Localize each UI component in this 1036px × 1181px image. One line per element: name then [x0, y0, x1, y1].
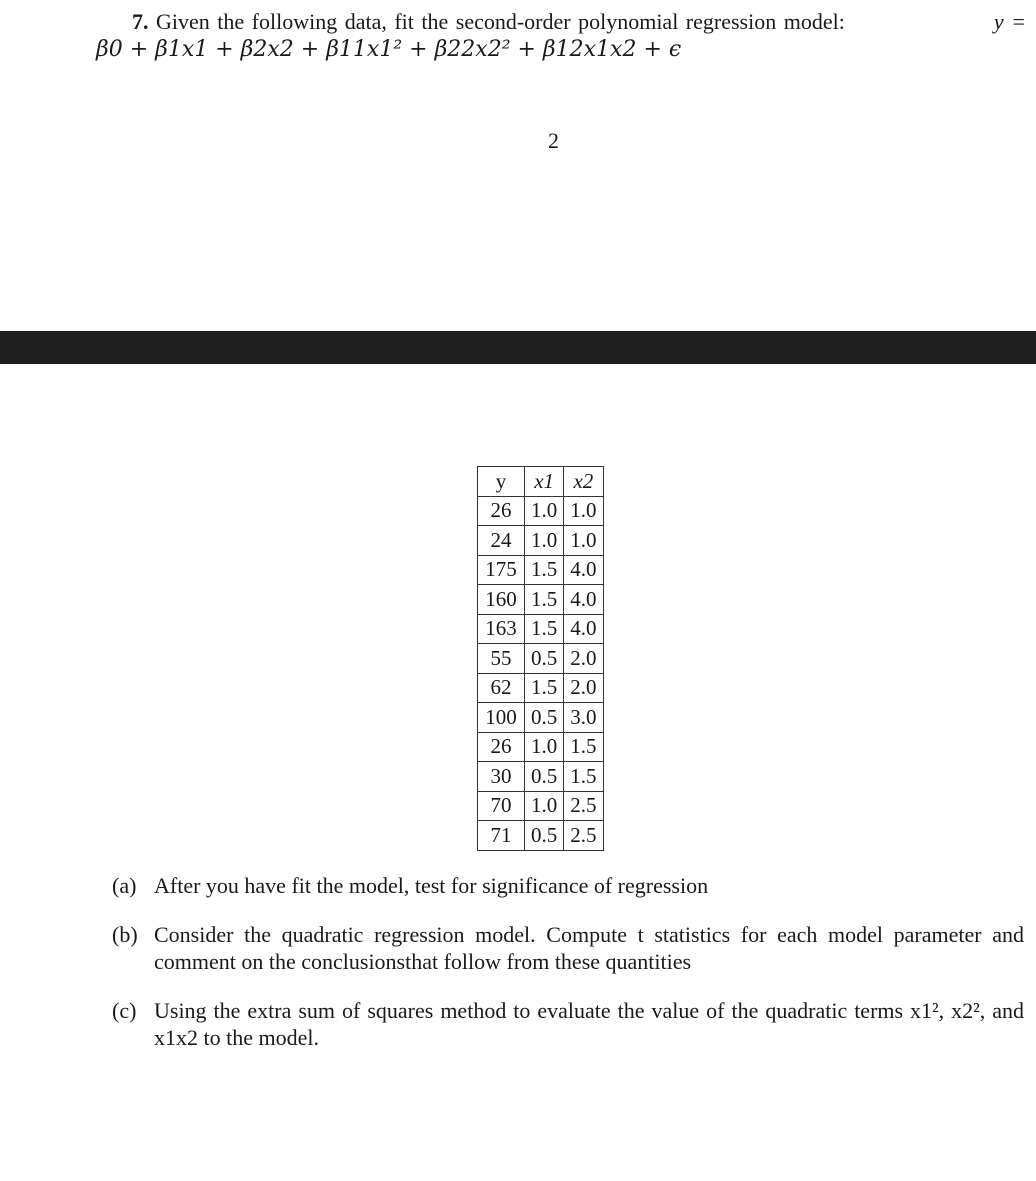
table-row — [478, 762, 604, 792]
table-cell: 26 — [478, 496, 525, 526]
table-cell: 1.0 — [564, 496, 603, 526]
table-cell: 0.5 — [525, 703, 564, 733]
table-row — [478, 555, 604, 585]
table-cell: 4.0 — [564, 555, 603, 585]
table-cell: 0.5 — [525, 821, 564, 851]
table-cell: 175 — [478, 555, 525, 585]
header-x1: x1 — [525, 467, 564, 497]
model-equation: β0 + β1x1 + β2x2 + β11x1² + β22x2² + β12x1x2 + ϵ — [96, 37, 682, 62]
question-label: (b) — [112, 922, 138, 947]
table-row — [478, 703, 604, 733]
table-cell: 1.5 — [564, 732, 603, 762]
problem-statement — [96, 8, 1026, 64]
model-lhs: y = — [993, 9, 1026, 34]
table-body — [478, 496, 604, 850]
data-table — [477, 466, 604, 851]
table-cell: 1.0 — [525, 791, 564, 821]
table-cell: 1.5 — [525, 585, 564, 615]
table-cell: 71 — [478, 821, 525, 851]
table-cell: 163 — [478, 614, 525, 644]
table-cell: 1.0 — [525, 732, 564, 762]
table-cell: 3.0 — [564, 703, 603, 733]
table-row — [478, 644, 604, 674]
table-cell: 2.5 — [564, 791, 603, 821]
question-list — [112, 872, 1024, 1073]
problem-intro-line — [96, 8, 1026, 36]
table-cell: 2.0 — [564, 644, 603, 674]
table-cell: 30 — [478, 762, 525, 792]
table-cell: 0.5 — [525, 644, 564, 674]
table-cell: 4.0 — [564, 614, 603, 644]
table-cell: 160 — [478, 585, 525, 615]
table-cell: 1.5 — [525, 673, 564, 703]
header-y: y — [478, 467, 525, 497]
table-cell: 55 — [478, 644, 525, 674]
question-c — [112, 997, 1024, 1051]
table-cell: 1.0 — [525, 526, 564, 556]
table-cell: 100 — [478, 703, 525, 733]
table-row — [478, 496, 604, 526]
header-x2: x2 — [564, 467, 603, 497]
table-cell: 70 — [478, 791, 525, 821]
table-cell: 1.0 — [525, 496, 564, 526]
table-header-row — [478, 467, 604, 497]
data-table-container — [477, 466, 604, 851]
table-cell: 1.0 — [564, 526, 603, 556]
question-text: After you have fit the model, test for significance of regression — [154, 873, 709, 898]
question-b — [112, 921, 1024, 975]
question-label: (a) — [112, 873, 137, 898]
table-row — [478, 526, 604, 556]
table-cell: 1.5 — [564, 762, 603, 792]
table-cell: 2.0 — [564, 673, 603, 703]
table-cell: 1.5 — [525, 614, 564, 644]
table-cell: 2.5 — [564, 821, 603, 851]
table-cell: 1.5 — [525, 555, 564, 585]
table-cell: 24 — [478, 526, 525, 556]
table-cell: 62 — [478, 673, 525, 703]
table-row — [478, 673, 604, 703]
table-row — [478, 614, 604, 644]
question-label: (c) — [112, 998, 137, 1023]
question-a — [112, 872, 1024, 899]
page-number: 2 — [548, 128, 559, 153]
table-cell: 4.0 — [564, 585, 603, 615]
question-text: Consider the quadratic regression model. Compute t statistics for each model parameter and comment on the conclusionsthat follow from these quantities — [154, 922, 1024, 974]
table-cell: 26 — [478, 732, 525, 762]
table-row — [478, 732, 604, 762]
table-row — [478, 821, 604, 851]
problem-intro: Given the following data, fit the second-order polynomial regression model: — [156, 9, 845, 34]
separator-band — [0, 331, 1036, 364]
table-row — [478, 791, 604, 821]
table-cell: 0.5 — [525, 762, 564, 792]
problem-number: 7. — [132, 9, 149, 34]
question-text: Using the extra sum of squares method to evaluate the value of the quadratic terms x1², x2², and x1x2 to the model. — [154, 998, 1024, 1050]
table-row — [478, 585, 604, 615]
